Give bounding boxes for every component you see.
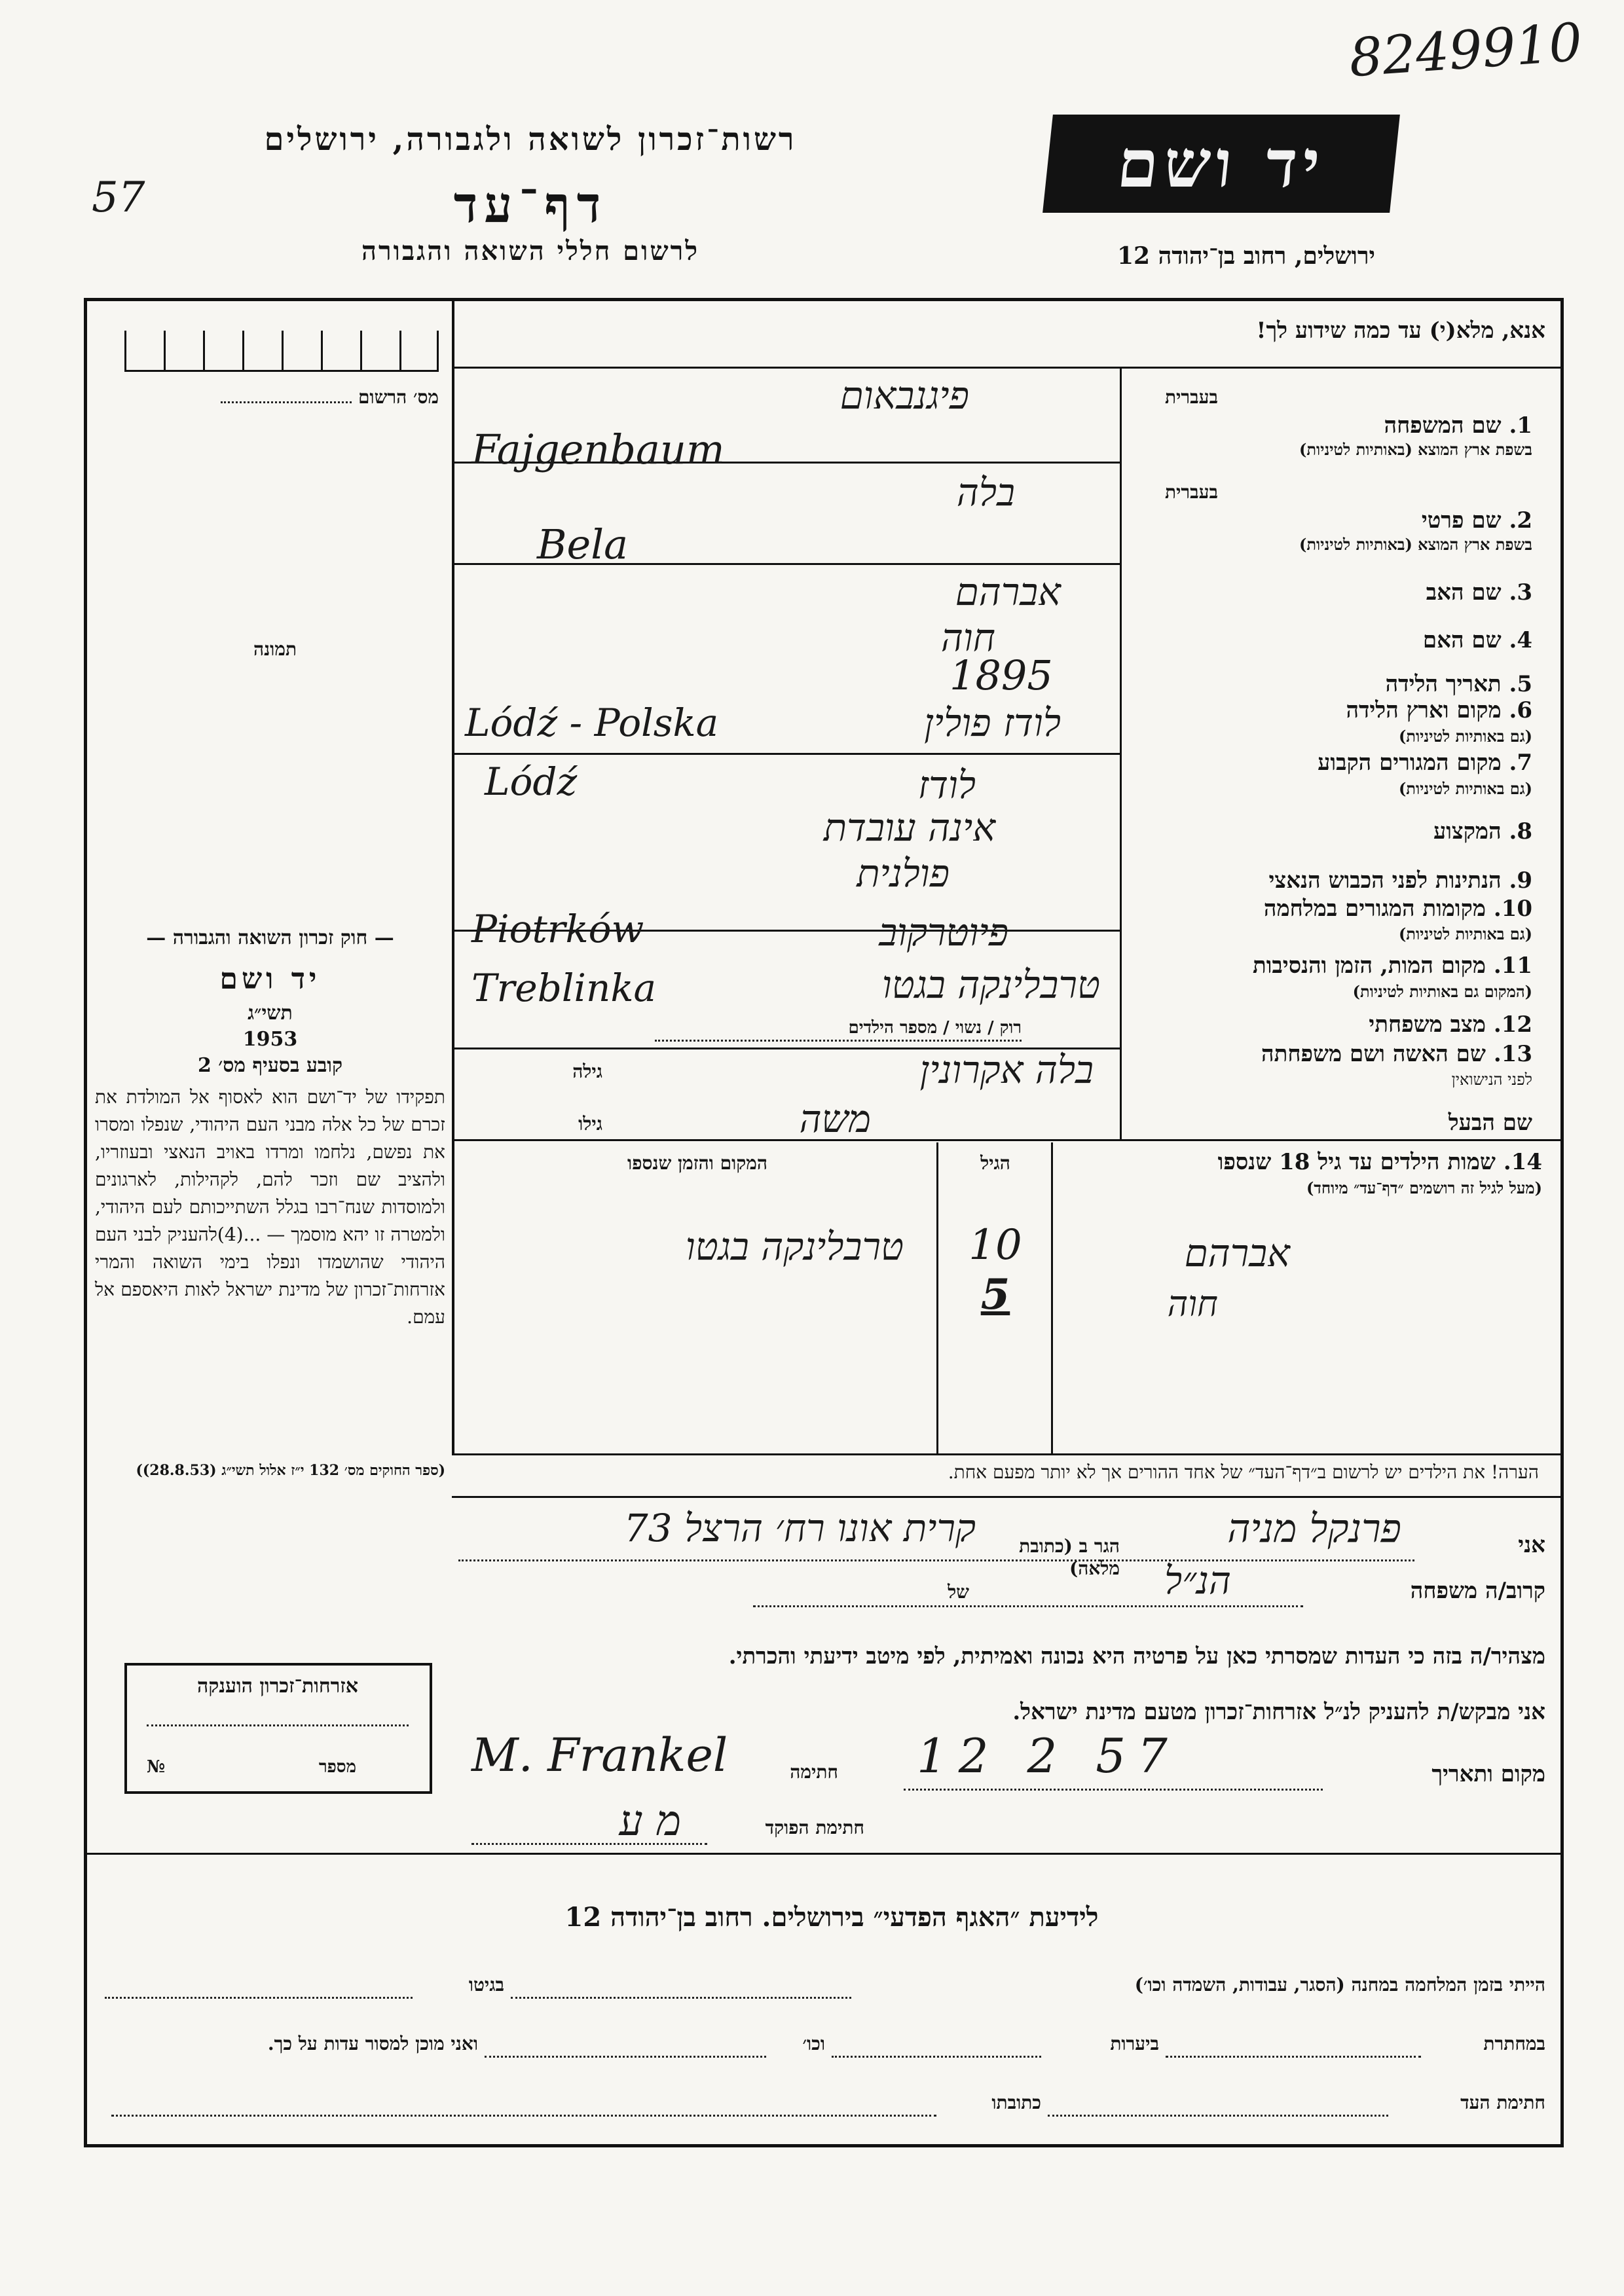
- law-year: 1953: [242, 1028, 298, 1051]
- field-9-label: 9. הנתינות לפני הכבוש הנאצי: [1268, 867, 1532, 894]
- field-1-lang-he: בעברית: [1164, 386, 1218, 408]
- field-2-note: בשפת ארץ המוצא (באותיות לטיניות): [1299, 535, 1532, 554]
- field-1-value-he[interactable]: פיגנבאום: [840, 373, 969, 418]
- field-1-label: 1. שם המשפחה: [1384, 412, 1532, 439]
- date-value[interactable]: 12 2 57: [917, 1728, 1179, 1783]
- photo-label: תמונה: [253, 638, 297, 660]
- field-7-note: (גם באותיות לטיניות): [1398, 779, 1532, 798]
- officer-label: חתימת הפוקד: [765, 1817, 864, 1838]
- law-text: תפקידו של יד־ושם הוא לאסוף אל המולדת את זכרם של כל אלה מבני העם היהודי, שנפלו ומסרו את נפשם, נלחמו ומרדו באויב הנאצי ובעוזריו, ולהציב שם וזכר להם, לקהילות, לארגונים ולמוסדות שנח־רבו בגלל השתייכותם לעם היהודי, ולמטרה זו יהא מוסמך — ...(4)להעניק לבני העם היהודי שהושמדו ונפלו בימי השואה והמרי אזרחות־זכרון של מדינת ישראל לאות היאספם אל עמם.: [95, 1086, 445, 1328]
- field-9-value[interactable]: פולנית: [857, 851, 950, 896]
- child-1-place[interactable]: טרבלינקה בגטו: [685, 1224, 904, 1269]
- of-label: של: [948, 1581, 969, 1603]
- declarant-i-label: אני: [1518, 1532, 1545, 1558]
- footer-witness-signature-label: חתימת העד: [1460, 2092, 1545, 2113]
- field-4-value[interactable]: חוה: [940, 615, 995, 660]
- registry-ticks: [124, 331, 439, 372]
- field-13-age-label: גילה: [572, 1061, 602, 1082]
- relation-value[interactable]: הנ״ל: [1164, 1558, 1231, 1603]
- husband-age-label: גילו: [578, 1113, 602, 1135]
- form-subtitle: לרשום חללי השואה והגבורה: [361, 236, 700, 266]
- field-1-value-latin[interactable]: Fajgenbaum: [471, 426, 725, 473]
- field-3-value[interactable]: אברהם: [955, 570, 1061, 614]
- yad-vashem-logo: [1043, 115, 1400, 213]
- logo-text: יד ושם: [1113, 125, 1329, 202]
- field-6-value[interactable]: לודז פולין: [924, 701, 1061, 745]
- declarant-name[interactable]: פרנקל מניה: [1227, 1506, 1401, 1552]
- law-name: יד ושם: [219, 962, 321, 996]
- field-2-lang-he: בעברית: [1164, 481, 1218, 503]
- footer-heading: לידיעת ״האגף הפדעי״ בירושלים. רחוב בן־יהודה 12: [564, 1902, 1099, 1933]
- authority-title: רשות־זכרון לשואה ולגבורה, ירושלים: [264, 121, 797, 158]
- field-10-value-latin[interactable]: Piotrków: [471, 907, 644, 951]
- field-10-value[interactable]: פיוטרקוב: [879, 910, 1008, 955]
- child-2-name[interactable]: חוה: [1167, 1283, 1218, 1324]
- field-13-value[interactable]: בלה אקרונין: [919, 1048, 1094, 1092]
- citizenship-title: אזרחות־זכרון הוענקה: [196, 1675, 359, 1698]
- field-1-note: בשפת ארץ המוצא (באותיות לטיניות): [1299, 440, 1532, 459]
- footer-address-label: כתובתו: [991, 2092, 1041, 2113]
- corner-note: 57: [92, 173, 145, 222]
- field-10-label: 10. מקומות המגורים במלחמה: [1263, 896, 1532, 922]
- field-13-note: לפני הנישואין: [1451, 1070, 1532, 1089]
- field-6-note: (גם באותיות לטיניות): [1398, 727, 1532, 746]
- child-1-name[interactable]: אברהם: [1184, 1231, 1290, 1275]
- request-text: אני מבקש/ת להעניק לנ״ל אזרחות־זכרון מטעם מדינת ישראל.: [1012, 1699, 1545, 1725]
- child-1-age[interactable]: 10: [969, 1221, 1022, 1269]
- field-12-options: רוק / נשוי / מספר הילדים: [848, 1018, 1022, 1038]
- child-2-age[interactable]: 5: [980, 1270, 1010, 1319]
- field-11-value-latin[interactable]: Treblinka: [471, 966, 657, 1010]
- field-5-value[interactable]: 1895: [950, 651, 1053, 699]
- footer-forests: ביערות: [1110, 2033, 1159, 2054]
- field-7-value-latin[interactable]: Lódź: [485, 759, 578, 804]
- citizenship-box: [124, 1663, 432, 1794]
- field-4-label: 4. שם האם: [1422, 627, 1532, 653]
- signature-label: חתימה: [790, 1761, 838, 1783]
- declarant-address[interactable]: קרית אונו רח׳ הרצל 73: [623, 1506, 976, 1550]
- form-intro: אנא, מלא(י) עד כמה שידוע לך!: [1256, 318, 1545, 344]
- footer-line1: הייתי בזמן המלחמה במחנה (הסגר, עבודות, השמדה וכו׳): [1134, 1974, 1545, 1995]
- citizenship-number-mark: №: [147, 1757, 166, 1777]
- children-label: 14. שמות הילדים עד גיל 18 שנספו: [1217, 1149, 1542, 1175]
- field-11-note: (המקום גם באותיות לטיניות): [1352, 982, 1532, 1001]
- husband-label: שם הבעל: [1448, 1110, 1532, 1136]
- law-year-he: תשי״ג: [248, 1002, 293, 1025]
- declarant-resides-label: הגר ב (כתובת מלאה): [1019, 1535, 1120, 1579]
- field-6-label: 6. מקום וארץ הלידה: [1346, 697, 1532, 723]
- field-5-label: 5. תאריך הלידה: [1385, 671, 1532, 697]
- field-11-label: 11. מקום המות, הזמן והנסיבות: [1252, 953, 1532, 979]
- field-2-label: 2. שם פרטי: [1421, 507, 1532, 534]
- field-2-value-he[interactable]: בלה: [956, 470, 1015, 515]
- field-2-value-latin[interactable]: Bela: [537, 520, 629, 568]
- field-8-label: 8. המקצוע: [1433, 818, 1532, 845]
- field-11-value[interactable]: טרבלינקה בגטו: [881, 962, 1100, 1007]
- children-note: (מעל לגיל זה רושמים ״דף־עד״ מיוחד): [1306, 1178, 1542, 1197]
- field-7-label: 7. מקום המגורים הקבוע: [1318, 750, 1532, 776]
- archive-number: 8249910: [1347, 11, 1585, 89]
- relative-label: קרוב/ה משפחה: [1410, 1578, 1545, 1604]
- signature-value[interactable]: M. Frankel: [471, 1728, 728, 1782]
- officer-signature[interactable]: מ ע: [619, 1797, 681, 1846]
- footer-underground: במחתרת: [1483, 2033, 1545, 2054]
- law-title: — חוק זכרון השואה והגבורה —: [146, 926, 394, 949]
- field-8-value[interactable]: אינה עובדת: [823, 805, 995, 850]
- field-13-label: 13. שם האשה ושם משפחתה: [1261, 1041, 1532, 1067]
- field-12-label: 12. מצב משפחתי: [1369, 1011, 1532, 1038]
- registry-label: מס׳ הרשום: [131, 386, 439, 409]
- declaration-text: מצהיר/ה בזה כי העדות שמסרתי כאן על פרטיה היא נכונה ואמיתית, לפי מיטב ידיעתי והכרתי.: [728, 1643, 1545, 1669]
- footer-willing: ואני מוכן למסור עדות על כך.: [267, 2033, 478, 2054]
- husband-value[interactable]: משה: [799, 1097, 871, 1141]
- form-title: דף־עד: [453, 175, 608, 234]
- note-line: הערה! את הילדים יש לרשום ב״דף־העד״ של אחד ההורים אך לא יותר מפעם אחת.: [948, 1461, 1539, 1483]
- footer-line1-end: בגיטו: [468, 1974, 504, 1995]
- children-place-header: המקום והזמן שנספו: [627, 1152, 767, 1174]
- field-10-note: (גם באותיות לטיניות): [1398, 924, 1532, 943]
- law-clause: קובע בסעיף מס׳ 2: [197, 1054, 343, 1077]
- citizenship-number-label: מספר: [318, 1757, 356, 1777]
- children-age-header: הגיל: [980, 1152, 1010, 1174]
- field-7-value[interactable]: לודז: [917, 763, 976, 807]
- field-6-value-latin[interactable]: Lódź - Polska: [465, 701, 719, 745]
- field-3-label: 3. שם האב: [1426, 579, 1532, 606]
- header-address: ירושלים, רחוב בן־יהודה 12: [1116, 242, 1375, 270]
- footer-etc: וכו׳: [802, 2033, 825, 2054]
- place-date-label: מקום ותאריך: [1431, 1761, 1545, 1787]
- law-ref: (ספר החוקים מס׳ 132 י״ז אלול תשי״ג (28.8.53)): [136, 1462, 445, 1479]
